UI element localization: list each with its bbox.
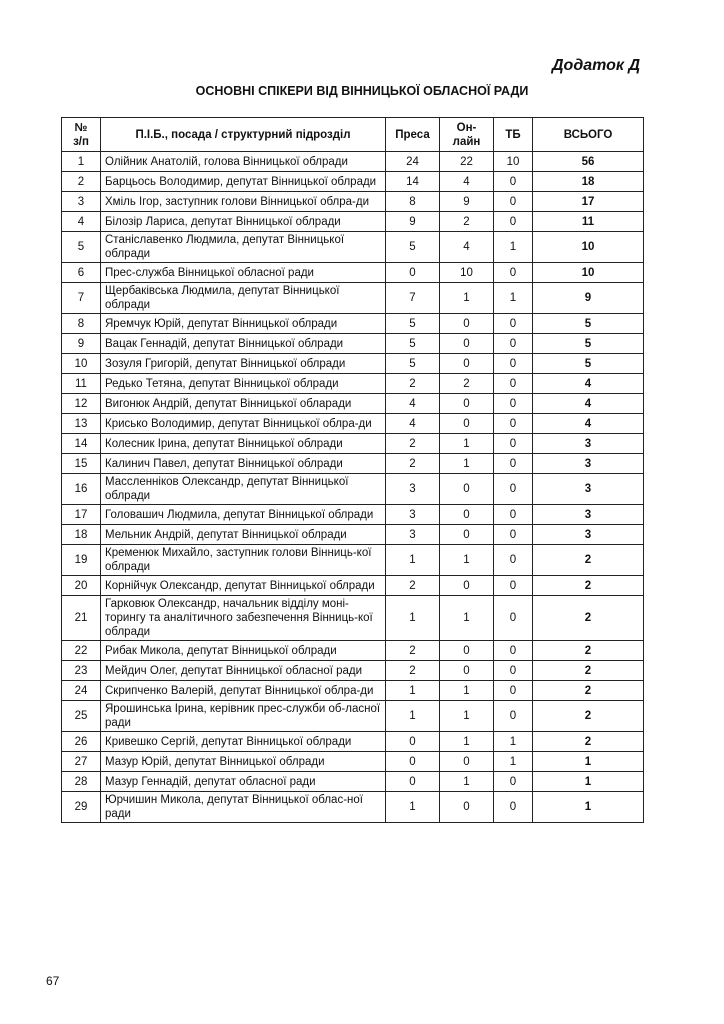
row-number: 17 xyxy=(62,505,101,525)
row-number: 2 xyxy=(62,172,101,192)
online-count: 0 xyxy=(440,354,494,374)
tv-count: 0 xyxy=(494,212,533,232)
online-count: 1 xyxy=(440,701,494,732)
press-count: 24 xyxy=(386,152,440,172)
row-number: 27 xyxy=(62,752,101,772)
row-number: 1 xyxy=(62,152,101,172)
speaker-name: Вацак Геннадій, депутат Вінницької облради xyxy=(101,334,386,354)
tv-count: 0 xyxy=(494,354,533,374)
total-count: 2 xyxy=(533,545,644,576)
tv-count: 0 xyxy=(494,772,533,792)
tv-count: 1 xyxy=(494,752,533,772)
online-count: 1 xyxy=(440,283,494,314)
total-count: 9 xyxy=(533,283,644,314)
tv-count: 0 xyxy=(494,192,533,212)
table-row xyxy=(62,172,644,192)
online-count: 4 xyxy=(440,172,494,192)
online-count: 0 xyxy=(440,474,494,505)
online-count: 0 xyxy=(440,314,494,334)
total-count: 2 xyxy=(533,596,644,641)
row-number: 25 xyxy=(62,701,101,732)
row-number: 14 xyxy=(62,434,101,454)
tv-count: 0 xyxy=(494,263,533,283)
total-count: 17 xyxy=(533,192,644,212)
speakers-table xyxy=(61,117,644,823)
speaker-name: Щербаківська Людмила, депутат Вінницької облради xyxy=(101,283,386,314)
speaker-name: Білозір Лариса, депутат Вінницької облради xyxy=(101,212,386,232)
total-count: 2 xyxy=(533,701,644,732)
total-count: 1 xyxy=(533,772,644,792)
table-row xyxy=(62,192,644,212)
table-row xyxy=(62,681,644,701)
online-count: 10 xyxy=(440,263,494,283)
row-number: 6 xyxy=(62,263,101,283)
total-count: 1 xyxy=(533,792,644,823)
press-count: 2 xyxy=(386,661,440,681)
speaker-name: Корнійчук Олександр, депутат Вінницької облради xyxy=(101,576,386,596)
speaker-name: Мазур Юрій, депутат Вінницької облради xyxy=(101,752,386,772)
row-number: 21 xyxy=(62,596,101,641)
tv-count: 0 xyxy=(494,661,533,681)
row-number: 8 xyxy=(62,314,101,334)
row-number: 13 xyxy=(62,414,101,434)
tv-count: 0 xyxy=(494,394,533,414)
press-count: 5 xyxy=(386,334,440,354)
press-count: 5 xyxy=(386,314,440,334)
speaker-name: Олійник Анатолій, голова Вінницької облради xyxy=(101,152,386,172)
appendix-label: Додаток Д xyxy=(551,57,640,74)
total-count: 2 xyxy=(533,732,644,752)
row-number: 23 xyxy=(62,661,101,681)
table-row xyxy=(62,576,644,596)
speaker-name: Рибак Микола, депутат Вінницької облради xyxy=(101,641,386,661)
online-count: 0 xyxy=(440,394,494,414)
table-row xyxy=(62,525,644,545)
row-number: 10 xyxy=(62,354,101,374)
row-number: 19 xyxy=(62,545,101,576)
total-count: 3 xyxy=(533,454,644,474)
tv-count: 0 xyxy=(494,474,533,505)
online-count: 9 xyxy=(440,192,494,212)
press-count: 2 xyxy=(386,454,440,474)
speaker-name: Ярошинська Ірина, керівник прес-служби об-ласної ради xyxy=(101,701,386,732)
table-row xyxy=(62,394,644,414)
table-header xyxy=(62,118,644,152)
table-row xyxy=(62,354,644,374)
tv-count: 1 xyxy=(494,732,533,752)
press-count: 3 xyxy=(386,525,440,545)
speaker-name: Прес-служба Вінницької обласної ради xyxy=(101,263,386,283)
total-count: 4 xyxy=(533,394,644,414)
total-count: 3 xyxy=(533,434,644,454)
total-count: 2 xyxy=(533,661,644,681)
table-row xyxy=(62,661,644,681)
speaker-name: Юрчишин Микола, депутат Вінницької облас-ної ради xyxy=(101,792,386,823)
speaker-name: Скрипченко Валерій, депутат Вінницької облра-ди xyxy=(101,681,386,701)
header-tv: ТБ xyxy=(494,118,533,152)
table-row xyxy=(62,212,644,232)
table-row xyxy=(62,434,644,454)
online-count: 1 xyxy=(440,732,494,752)
row-number: 5 xyxy=(62,232,101,263)
header-row xyxy=(62,118,644,152)
tv-count: 0 xyxy=(494,525,533,545)
table-row xyxy=(62,263,644,283)
press-count: 1 xyxy=(386,545,440,576)
online-count: 1 xyxy=(440,596,494,641)
total-count: 11 xyxy=(533,212,644,232)
online-count: 22 xyxy=(440,152,494,172)
press-count: 1 xyxy=(386,681,440,701)
online-count: 0 xyxy=(440,752,494,772)
speaker-name: Мельник Андрій, депутат Вінницької облради xyxy=(101,525,386,545)
row-number: 16 xyxy=(62,474,101,505)
speaker-name: Вигонюк Андрій, депутат Вінницької обларади xyxy=(101,394,386,414)
tv-count: 1 xyxy=(494,283,533,314)
online-count: 0 xyxy=(440,414,494,434)
speaker-name: Колесник Ірина, депутат Вінницької облради xyxy=(101,434,386,454)
total-count: 3 xyxy=(533,525,644,545)
online-count: 1 xyxy=(440,772,494,792)
press-count: 0 xyxy=(386,772,440,792)
row-number: 15 xyxy=(62,454,101,474)
press-count: 5 xyxy=(386,354,440,374)
tv-count: 1 xyxy=(494,232,533,263)
online-count: 1 xyxy=(440,454,494,474)
row-number: 9 xyxy=(62,334,101,354)
total-count: 3 xyxy=(533,505,644,525)
press-count: 0 xyxy=(386,732,440,752)
row-number: 26 xyxy=(62,732,101,752)
tv-count: 0 xyxy=(494,576,533,596)
table-row xyxy=(62,334,644,354)
online-count: 0 xyxy=(440,525,494,545)
table-row xyxy=(62,545,644,576)
table-row xyxy=(62,232,644,263)
press-count: 2 xyxy=(386,374,440,394)
header-no: № з/п xyxy=(62,118,101,152)
online-count: 0 xyxy=(440,505,494,525)
speaker-name: Головашич Людмила, депутат Вінницької облради xyxy=(101,505,386,525)
table-row xyxy=(62,792,644,823)
table-row xyxy=(62,752,644,772)
press-count: 1 xyxy=(386,701,440,732)
total-count: 1 xyxy=(533,752,644,772)
press-count: 3 xyxy=(386,474,440,505)
press-count: 4 xyxy=(386,394,440,414)
total-count: 56 xyxy=(533,152,644,172)
online-count: 0 xyxy=(440,792,494,823)
total-count: 10 xyxy=(533,232,644,263)
online-count: 0 xyxy=(440,576,494,596)
table-row xyxy=(62,414,644,434)
page-number: 67 xyxy=(46,974,60,988)
speaker-name: Мейдич Олег, депутат Вінницької обласної ради xyxy=(101,661,386,681)
press-count: 7 xyxy=(386,283,440,314)
row-number: 29 xyxy=(62,792,101,823)
tv-count: 0 xyxy=(494,334,533,354)
total-count: 2 xyxy=(533,641,644,661)
row-number: 20 xyxy=(62,576,101,596)
speaker-name: Массленніков Олександр, депутат Вінницької облради xyxy=(101,474,386,505)
tv-count: 0 xyxy=(494,701,533,732)
speaker-name: Кременюк Михайло, заступник голови Вінниць-кої облради xyxy=(101,545,386,576)
table-row xyxy=(62,641,644,661)
row-number: 28 xyxy=(62,772,101,792)
tv-count: 0 xyxy=(494,454,533,474)
table-body xyxy=(62,152,644,823)
speaker-name: Редько Тетяна, депутат Вінницької облради xyxy=(101,374,386,394)
table-row xyxy=(62,374,644,394)
speaker-name: Барцьось Володимир, депутат Вінницької облради xyxy=(101,172,386,192)
press-count: 3 xyxy=(386,505,440,525)
tv-count: 0 xyxy=(494,641,533,661)
row-number: 22 xyxy=(62,641,101,661)
total-count: 3 xyxy=(533,474,644,505)
online-count: 0 xyxy=(440,334,494,354)
total-count: 5 xyxy=(533,354,644,374)
tv-count: 0 xyxy=(494,545,533,576)
total-count: 10 xyxy=(533,263,644,283)
press-count: 8 xyxy=(386,192,440,212)
tv-count: 0 xyxy=(494,172,533,192)
press-count: 4 xyxy=(386,414,440,434)
press-count: 2 xyxy=(386,641,440,661)
speaker-name: Яремчук Юрій, депутат Вінницької облради xyxy=(101,314,386,334)
tv-count: 0 xyxy=(494,374,533,394)
header-name: П.І.Б., посада / структурний підрозділ xyxy=(101,118,386,152)
tv-count: 0 xyxy=(494,792,533,823)
tv-count: 0 xyxy=(494,681,533,701)
table-row xyxy=(62,283,644,314)
online-count: 1 xyxy=(440,681,494,701)
online-count: 2 xyxy=(440,374,494,394)
table-row xyxy=(62,732,644,752)
press-count: 9 xyxy=(386,212,440,232)
press-count: 1 xyxy=(386,596,440,641)
online-count: 4 xyxy=(440,232,494,263)
press-count: 2 xyxy=(386,434,440,454)
speaker-name: Калинич Павел, депутат Вінницької облради xyxy=(101,454,386,474)
row-number: 24 xyxy=(62,681,101,701)
speaker-name: Зозуля Григорій, депутат Вінницької облради xyxy=(101,354,386,374)
speaker-name: Крисько Володимир, депутат Вінницької облра-ди xyxy=(101,414,386,434)
table-row xyxy=(62,505,644,525)
tv-count: 0 xyxy=(494,505,533,525)
press-count: 0 xyxy=(386,752,440,772)
online-count: 0 xyxy=(440,661,494,681)
row-number: 3 xyxy=(62,192,101,212)
table-row xyxy=(62,314,644,334)
row-number: 4 xyxy=(62,212,101,232)
total-count: 2 xyxy=(533,576,644,596)
header-total: ВСЬОГО xyxy=(533,118,644,152)
total-count: 18 xyxy=(533,172,644,192)
row-number: 11 xyxy=(62,374,101,394)
online-count: 2 xyxy=(440,212,494,232)
press-count: 5 xyxy=(386,232,440,263)
press-count: 0 xyxy=(386,263,440,283)
speaker-name: Кривешко Сергій, депутат Вінницької облради xyxy=(101,732,386,752)
total-count: 5 xyxy=(533,334,644,354)
page-title: ОСНОВНІ СПІКЕРИ ВІД ВІННИЦЬКОЇ ОБЛАСНОЇ РАДИ xyxy=(195,84,529,98)
online-count: 0 xyxy=(440,641,494,661)
total-count: 4 xyxy=(533,374,644,394)
table-row xyxy=(62,701,644,732)
speaker-name: Гарковюк Олександр, начальник відділу моні-торингу та аналітичного забезпечення Вінниць-кої облради xyxy=(101,596,386,641)
header-online: Он-лайн xyxy=(440,118,494,152)
table-row xyxy=(62,772,644,792)
total-count: 2 xyxy=(533,681,644,701)
tv-count: 10 xyxy=(494,152,533,172)
table-row xyxy=(62,454,644,474)
tv-count: 0 xyxy=(494,414,533,434)
tv-count: 0 xyxy=(494,596,533,641)
speaker-name: Мазур Геннадій, депутат обласної ради xyxy=(101,772,386,792)
press-count: 1 xyxy=(386,792,440,823)
tv-count: 0 xyxy=(494,314,533,334)
total-count: 5 xyxy=(533,314,644,334)
tv-count: 0 xyxy=(494,434,533,454)
table-row xyxy=(62,596,644,641)
press-count: 14 xyxy=(386,172,440,192)
row-number: 12 xyxy=(62,394,101,414)
row-number: 18 xyxy=(62,525,101,545)
online-count: 1 xyxy=(440,434,494,454)
speaker-name: Хміль Ігор, заступник голови Вінницької облра-ди xyxy=(101,192,386,212)
press-count: 2 xyxy=(386,576,440,596)
table-row xyxy=(62,474,644,505)
total-count: 4 xyxy=(533,414,644,434)
row-number: 7 xyxy=(62,283,101,314)
header-press: Преса xyxy=(386,118,440,152)
table-row xyxy=(62,152,644,172)
online-count: 1 xyxy=(440,545,494,576)
speaker-name: Станіславенко Людмила, депутат Вінницької облради xyxy=(101,232,386,263)
